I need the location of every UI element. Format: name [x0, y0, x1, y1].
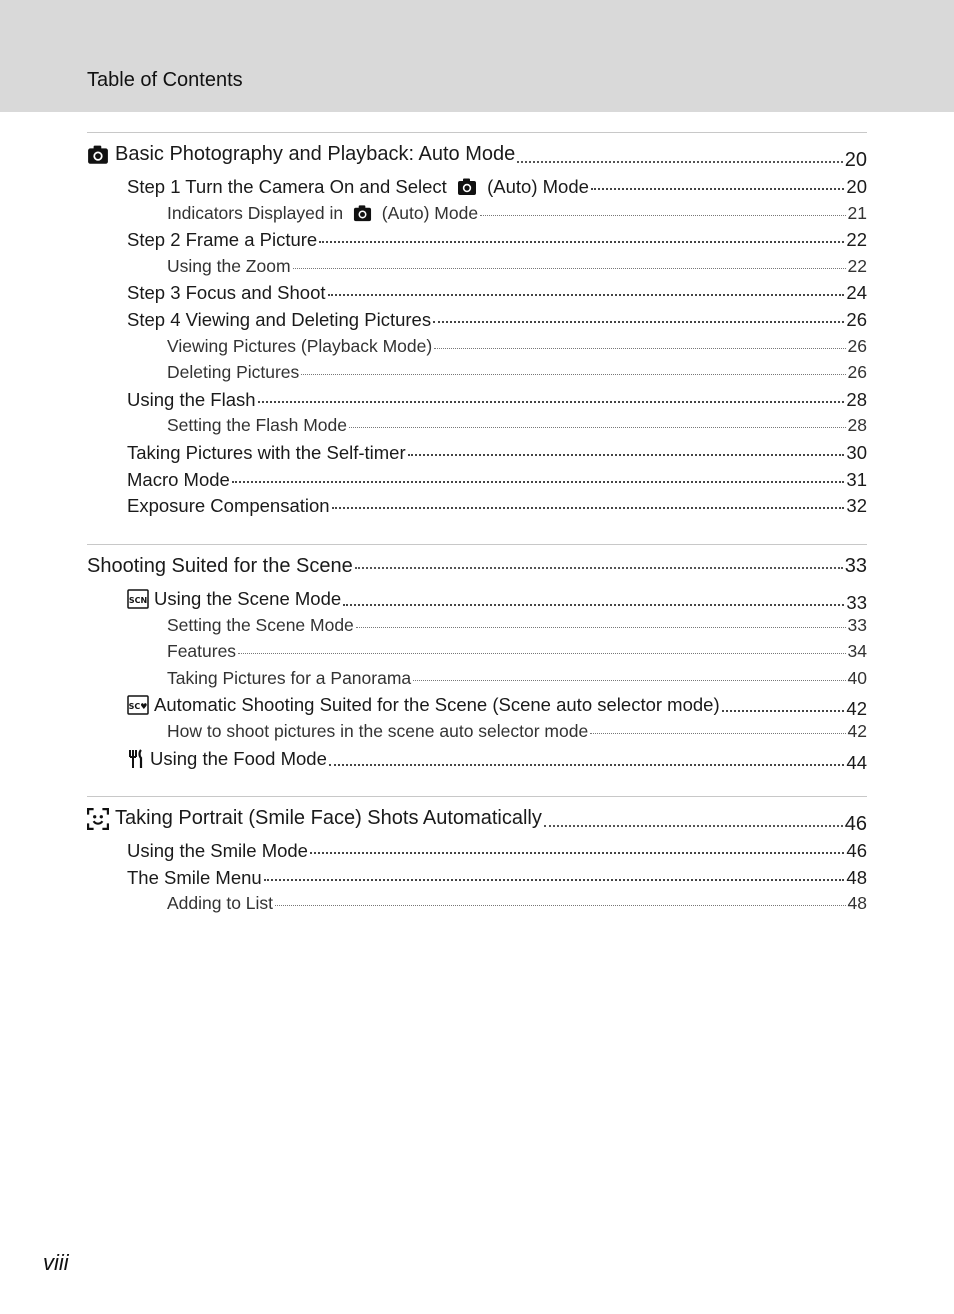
dot-leader	[590, 733, 845, 734]
entry-label	[127, 176, 589, 198]
page-ref: 44	[846, 751, 867, 773]
toc-section-heading[interactable]	[87, 807, 867, 835]
dot-leader	[480, 215, 845, 216]
toc-entry[interactable]	[127, 495, 867, 521]
toc-subentry[interactable]	[167, 893, 867, 917]
toc-subentry[interactable]	[167, 336, 867, 360]
page-ref: 28	[847, 415, 867, 436]
dot-leader	[413, 680, 845, 681]
dot-leader	[310, 852, 844, 854]
smile-icon	[87, 808, 109, 830]
entry-text: Automatic Shooting Suited for the Scene (Scene auto selector mode)	[154, 694, 720, 716]
page-ref: 40	[847, 667, 867, 688]
toc-entry[interactable]	[127, 748, 867, 774]
dot-leader	[275, 905, 845, 906]
entry-text: The Smile Menu	[127, 866, 262, 888]
toc-subentry[interactable]	[167, 415, 867, 439]
page-ref: 48	[846, 866, 867, 888]
entry-label	[167, 615, 354, 636]
toc-entry[interactable]	[127, 840, 867, 866]
page-ref: 48	[847, 893, 867, 914]
toc-subentry[interactable]	[167, 721, 867, 745]
dot-leader	[232, 481, 845, 483]
dot-leader	[517, 161, 842, 163]
entry-label	[167, 256, 291, 277]
entry-label	[167, 721, 588, 742]
entry-label	[167, 668, 411, 689]
page-ref: 33	[847, 614, 867, 635]
entry-label	[127, 867, 262, 889]
page-ref: 32	[846, 495, 867, 517]
dot-leader	[356, 627, 846, 628]
page-ref: 33	[846, 592, 867, 613]
page-ref: 24	[846, 282, 867, 304]
entry-text: Step 1 Turn the Camera On and Select	[127, 176, 452, 197]
scene-icon	[127, 589, 149, 609]
toc-entry[interactable]	[127, 309, 867, 335]
entry-label	[127, 229, 317, 251]
entry-text: Viewing Pictures (Playback Mode)	[167, 335, 433, 356]
page-ref: 31	[846, 468, 867, 490]
section-title-text: Shooting Suited for the Scene	[87, 555, 353, 577]
dot-leader	[293, 268, 846, 269]
entry-text: Deleting Pictures	[167, 362, 300, 383]
dot-leader	[544, 825, 843, 827]
dot-leader	[332, 507, 845, 509]
entry-text: Taking Pictures with the Self-timer	[127, 442, 406, 463]
page-ref: 26	[846, 309, 867, 330]
page-ref: 21	[847, 202, 867, 223]
toc-entry[interactable]	[127, 229, 867, 255]
section-divider	[87, 796, 867, 797]
entry-label	[127, 840, 308, 862]
entry-text: Macro Mode	[127, 468, 230, 490]
toc-subentry[interactable]	[167, 362, 867, 386]
dot-leader	[591, 188, 845, 190]
toc-subentry[interactable]	[167, 256, 867, 280]
entry-text: Step 4 Viewing and Deleting Pictures	[127, 309, 432, 330]
entry-label	[167, 203, 478, 224]
page-number: viii	[43, 1250, 69, 1275]
entry-label	[127, 282, 326, 304]
entry-text: Step 3 Focus and Shoot	[127, 282, 326, 304]
entry-label	[167, 362, 299, 383]
page-ref: 26	[847, 335, 867, 356]
toc-entry[interactable]	[127, 442, 867, 468]
entry-label	[127, 389, 256, 411]
page-ref: 34	[847, 641, 867, 662]
entry-label	[167, 415, 347, 436]
toc-entry[interactable]	[127, 867, 867, 893]
dot-leader	[349, 427, 846, 428]
dot-leader	[722, 710, 845, 712]
camera-icon	[353, 204, 372, 223]
toc-entry[interactable]	[127, 176, 867, 202]
page-ref: 46	[846, 840, 867, 861]
entry-label	[127, 588, 341, 610]
page-ref: 33	[844, 555, 867, 577]
section-divider	[87, 544, 867, 545]
toc-subentry[interactable]	[167, 203, 867, 227]
entry-text: Features	[167, 641, 237, 662]
section-divider	[87, 132, 867, 133]
toc-subentry[interactable]	[167, 615, 867, 639]
dot-leader	[434, 348, 845, 349]
entry-text: Exposure Compensation	[127, 495, 330, 517]
food-icon	[127, 749, 145, 769]
entry-text: Using the Zoom	[167, 255, 291, 276]
page-ref: 22	[847, 255, 867, 276]
entry-label	[167, 641, 236, 662]
toc-entry[interactable]	[127, 389, 867, 415]
toc-subentry[interactable]	[167, 668, 867, 692]
toc-entry[interactable]	[127, 694, 867, 720]
entry-label	[127, 442, 406, 464]
toc-entry[interactable]	[127, 282, 867, 308]
entry-text: Adding to List	[167, 893, 274, 914]
dot-leader	[301, 374, 845, 375]
page-ref: 22	[846, 229, 867, 251]
header-title: Table of Contents	[87, 69, 243, 91]
entry-text: Using the Flash	[127, 388, 256, 410]
dot-leader	[408, 454, 845, 456]
entry-label	[127, 495, 330, 517]
dot-leader	[329, 764, 845, 766]
entry-label	[127, 469, 230, 491]
dot-leader	[433, 321, 844, 323]
page-ref: 26	[847, 362, 867, 383]
page-ref: 20	[846, 176, 867, 197]
dot-leader	[264, 879, 845, 881]
entry-text: Indicators Displayed in	[167, 202, 348, 223]
entry-text: Setting the Flash Mode	[167, 415, 347, 436]
entry-text: Setting the Scene Mode	[167, 614, 354, 635]
page-ref: 30	[846, 442, 867, 463]
section-title-text: Taking Portrait (Smile Face) Shots Automatically	[115, 807, 542, 829]
svg-text:SCN: SCN	[128, 596, 148, 605]
dot-leader	[343, 604, 844, 606]
entry-text: Step 2 Frame a Picture	[127, 229, 318, 251]
section-title	[87, 807, 542, 830]
entry-label	[127, 694, 720, 716]
page-ref: 46	[844, 812, 867, 835]
camera-icon	[457, 177, 477, 197]
section-title-text: Basic Photography and Playback: Auto Mode	[115, 143, 516, 165]
entry-text: How to shoot pictures in the scene auto selector mode	[167, 721, 589, 741]
section-title	[87, 143, 515, 166]
dot-leader	[328, 294, 845, 296]
entry-label	[167, 336, 432, 357]
entry-text: Taking Pictures for a Panorama	[167, 667, 412, 688]
toc-entry[interactable]	[127, 469, 867, 495]
entry-text: (Auto) Mode	[376, 202, 479, 223]
entry-text: Using the Smile Mode	[127, 840, 308, 861]
section-title	[87, 555, 353, 578]
toc-subentry[interactable]	[167, 641, 867, 665]
toc-section-heading[interactable]	[87, 143, 867, 171]
scene-auto-icon	[127, 695, 149, 715]
svg-text:SC♥: SC♥	[128, 702, 148, 712]
page-ref: 28	[846, 388, 867, 410]
entry-text: (Auto) Mode	[481, 176, 589, 197]
entry-label	[127, 309, 431, 331]
page-ref: 42	[846, 698, 867, 720]
dot-leader	[258, 401, 845, 403]
toc-section-heading[interactable]	[87, 555, 867, 583]
page-ref: 20	[844, 148, 867, 171]
dot-leader	[319, 241, 844, 243]
entry-label	[127, 748, 327, 770]
dot-leader	[355, 567, 843, 569]
entry-text: Using the Scene Mode	[154, 588, 342, 609]
entry-label	[167, 893, 273, 914]
entry-text: Using the Food Mode	[150, 747, 327, 769]
dot-leader	[238, 653, 845, 654]
page-header	[0, 0, 954, 112]
toc-entry[interactable]	[127, 588, 867, 614]
camera-icon	[87, 144, 109, 166]
page-ref: 42	[847, 721, 867, 741]
